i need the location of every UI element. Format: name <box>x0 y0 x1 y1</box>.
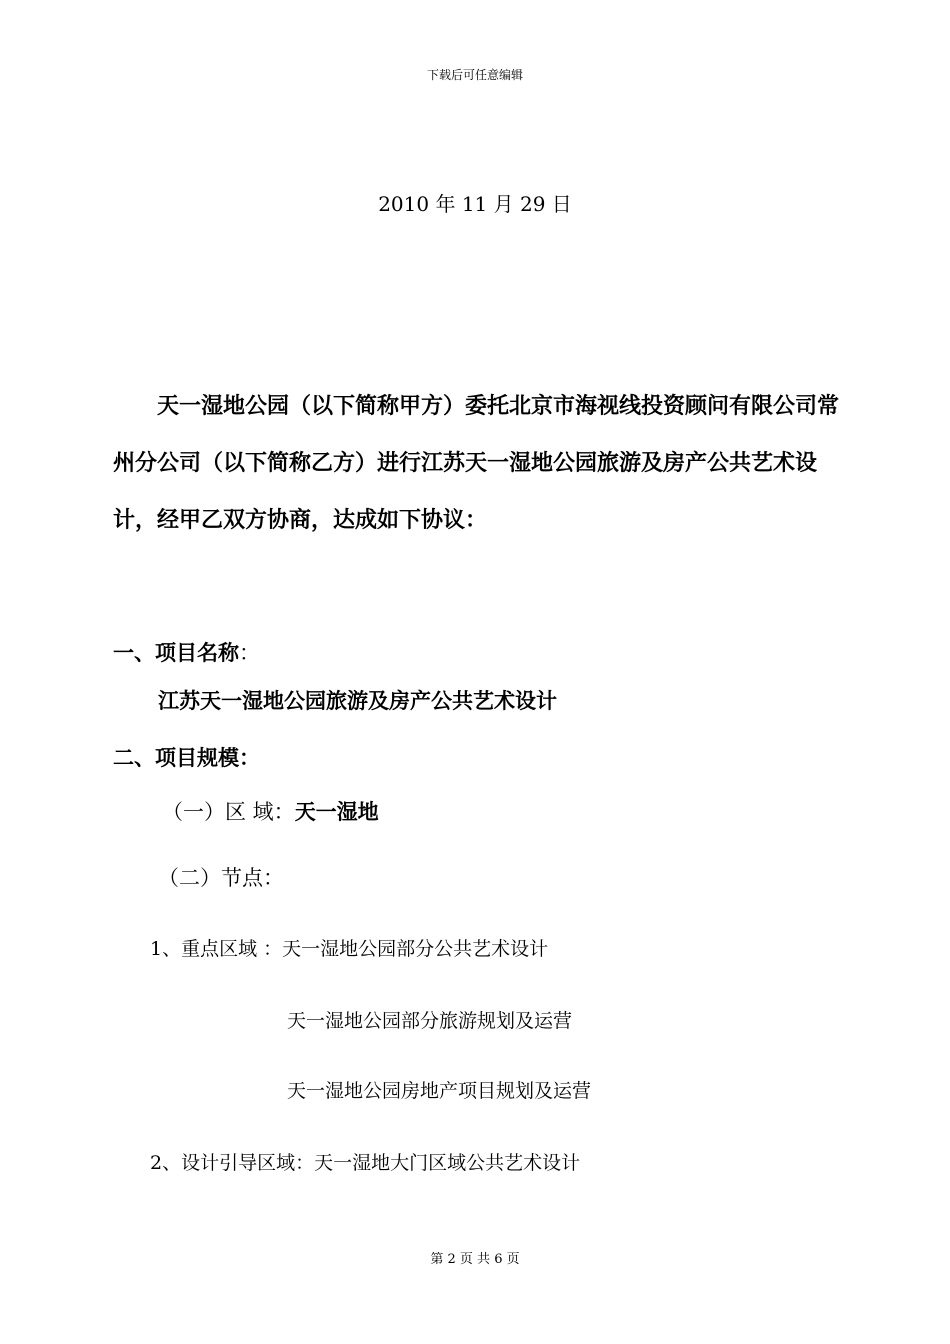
nodes-label: （二）节点： <box>158 866 284 890</box>
page-footer: 第 2 页 共 6 页 <box>430 1252 520 1267</box>
intro-text: 天一湿地公园（以下简称甲方）委托北京市海视线投资顾问有限公司常州分公司（以下简称乙方）进行江苏天一湿地公园旅游及房产公共艺术设计，经甲乙双方协商，达成如下协议： <box>113 393 840 533</box>
area-value: 天一湿地 <box>294 799 379 824</box>
item1-line: 天一湿地公园部分公共艺术设计 <box>282 938 549 960</box>
project-name: 江苏天一湿地公园旅游及房产公共艺术设计 <box>158 688 557 713</box>
page-header: 下载后可任意编辑 <box>426 68 523 82</box>
document-date: 2010 年 11 月 29 日 <box>378 192 572 216</box>
item1-row <box>150 934 548 961</box>
item1-line: 天一湿地公园房地产项目规划及运营 <box>287 1080 592 1102</box>
item2-row: 2、设计引导区域：天一湿地大门区域公共艺术设计 <box>150 1152 581 1174</box>
item1-label: 1、重点区域 ： <box>150 938 283 960</box>
section2-heading: 二、项目规模： <box>113 745 260 770</box>
area-label: （一）区 域： <box>162 800 295 824</box>
intro-paragraph <box>113 378 843 549</box>
area-row <box>162 796 379 826</box>
section1-heading: 一、项目名称： <box>113 640 260 665</box>
item1-line: 天一湿地公园部分旅游规划及运营 <box>287 1010 573 1032</box>
